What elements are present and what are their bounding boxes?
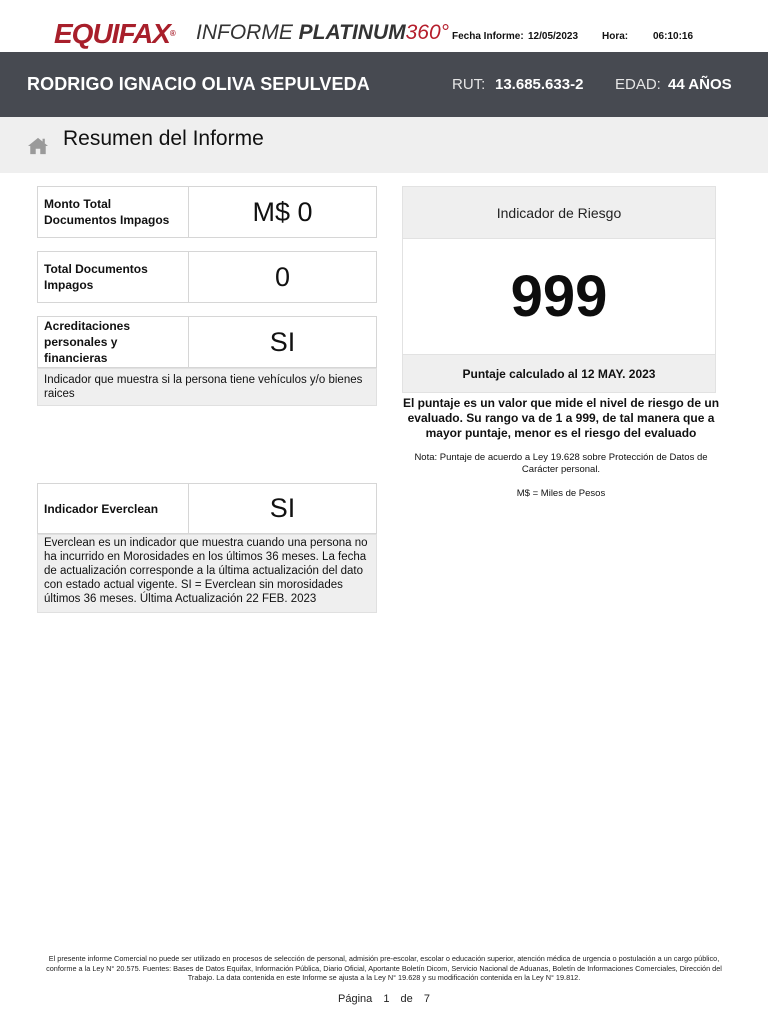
logo-text: EQUIFAX [54,18,170,49]
rut-label: RUT: [452,76,486,93]
report-header [0,0,768,52]
person-name: RODRIGO IGNACIO OLIVA SEPULVEDA [27,74,370,94]
page-current: 1 [383,993,390,1005]
card-label: Total Documentos Impagos [38,252,189,302]
age-label: EDAD: [615,76,661,93]
rut-value: 13.685.633-2 [495,76,584,93]
report-date-label: Fecha Informe: [452,31,524,42]
acreditaciones-note: Indicador que muestra si la persona tiene vehículos y/o bienes raices [37,368,377,406]
page-label: Página [338,993,373,1005]
person-band [0,52,768,117]
page-indicator [0,993,768,1005]
card-acreditaciones [37,316,377,368]
report-title-prefix: INFORME [196,21,299,44]
currency-unit-note: M$ = Miles de Pesos [516,488,606,499]
legal-disclaimer: El presente informe Comercial no puede ser utilizado en procesos de selección de personal, admisión pre-escolar, escolar o educación superior, atención médica de urgencia o postulación a un cargo público, conforme a la Ley N° 20.575. Fuentes: Bases de Datos Equifax, Información Pública, Diario Oficial, Aportante Boletín Dicom, Servicio Nacional de Aduanas, Boletín de Informaciones Comerciales, Dirección del Trabajo. La data contenida en este Informe se ajusta a la Ley N° 19.628 y su modificación contenida en la Ley N° 19.812. [46,954,722,983]
report-date: 12/05/2023 [528,31,579,42]
risk-legal-note: Nota: Puntaje de acuerdo a Ley 19.628 sobre Protección de Datos de Carácter personal. [414,452,708,475]
logo-registered-mark: ® [169,29,175,38]
card-value: SI [269,326,296,357]
card-value: M$ 0 [252,196,313,227]
page-total: 7 [423,993,430,1005]
section-title: Resumen del Informe [63,127,264,150]
card-monto-impagos [37,186,377,238]
report-title [196,20,449,46]
card-everclean [37,483,377,534]
card-label: Indicador Everclean [38,484,189,533]
card-value: SI [269,493,296,523]
section-header [0,117,768,173]
card-label: Monto Total Documentos Impagos [38,187,189,237]
everclean-note: Everclean es un indicador que muestra cuando una persona no ha incurrido en Morosidades en los últimos 36 meses. La fecha de actualización corresponde a la última actualización del dato con estado actual vigente. SI = Everclean sin morosidades últimos 36 meses. Última Actualización 22 FEB. 2023 [37,534,377,613]
card-total-impagos [37,251,377,303]
report-title-bold: PLATINUM [298,21,406,44]
report-title-suffix: 360° [405,21,450,44]
risk-description: El puntaje es un valor que mide el nivel de riesgo de un evaluado. Su rango va de 1 a 999, de tal manera que a mayor puntaje, menor es el riesgo del evaluado [402,396,720,440]
page-of: de [400,993,413,1005]
report-time-label: Hora: [602,31,629,42]
risk-score: 999 [402,239,716,354]
card-label: Acreditaciones personales y financieras [38,317,189,367]
card-value: 0 [274,261,291,292]
risk-indicator-title: Indicador de Riesgo [402,186,716,239]
equifax-logo [54,18,175,50]
home-icon [27,136,49,156]
age-value: 44 AÑOS [668,76,732,93]
report-time: 06:10:16 [653,31,694,42]
risk-calc-date: Puntaje calculado al 12 MAY. 2023 [402,354,716,393]
